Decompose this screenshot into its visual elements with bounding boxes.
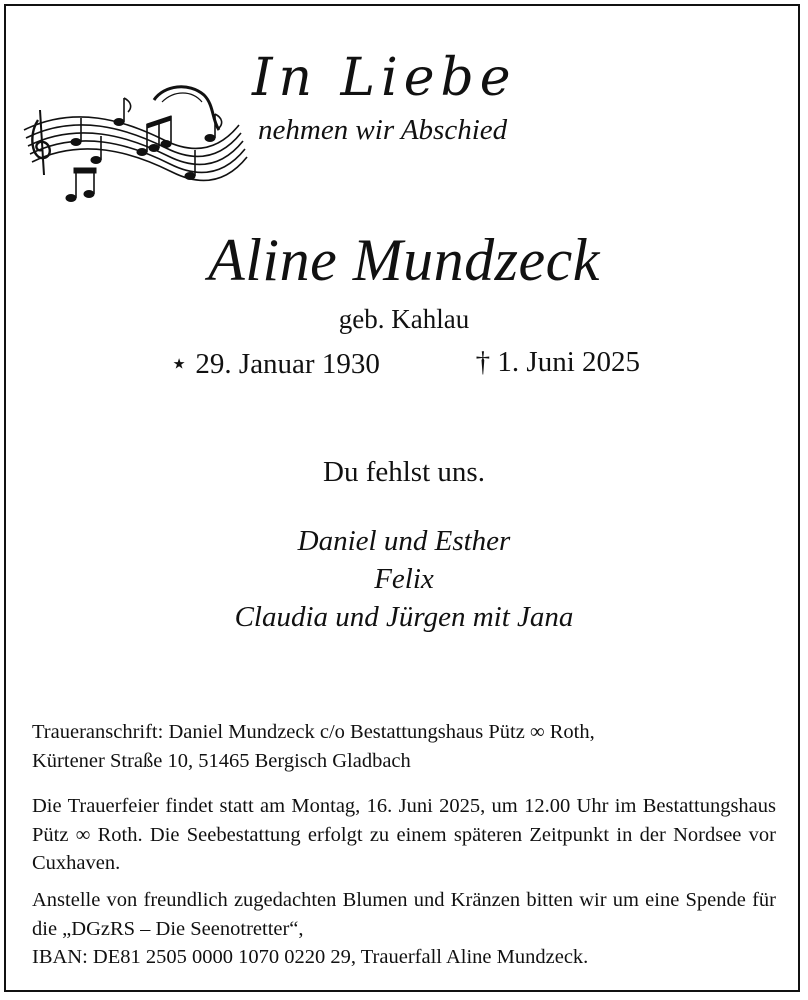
farewell-message: Du fehlst uns. — [323, 456, 485, 488]
address-line: Traueranschrift: Daniel Mundzeck c/o Bestattungshaus Pütz ∞ Roth, — [32, 721, 595, 743]
mourner-line: Daniel und Esther — [297, 525, 511, 557]
ceremony-info — [32, 792, 776, 878]
donation-text: Anstelle von freundlich zugedachten Blumen und Kränzen bitten wir um eine Spende für die „DGzRS – Die Seenotretter“, — [32, 889, 776, 940]
death-date: † 1. Juni 2025 — [475, 346, 640, 378]
heading-subtitle: nehmen wir Abschied — [258, 114, 508, 146]
music-notes-staff-icon — [14, 80, 254, 210]
deceased-name: Aline Mundzeck — [208, 227, 600, 293]
mourners-list — [0, 522, 808, 636]
birth-date: ⋆ 29. Januar 1930 — [170, 348, 380, 380]
donation-iban: IBAN: DE81 2505 0000 1070 0220 29, Trauerfall Aline Mundzeck. — [32, 946, 589, 968]
donation-info — [32, 886, 776, 972]
mourner-line: Felix — [374, 563, 434, 595]
mourner-line: Claudia und Jürgen mit Jana — [234, 601, 574, 633]
address-line: Kürtener Straße 10, 51465 Bergisch Gladbach — [32, 749, 411, 772]
birth-name: geb. Kahlau — [338, 304, 470, 334]
script-heading: In Liebe — [252, 48, 517, 108]
ceremony-text: Die Trauerfeier findet statt am Montag, 16. Juni 2025, um 12.00 Uhr im Bestattungshaus Pütz ∞ Roth. Die Seebestattung erfolgt zu einem späteren Zeitpunkt in der Nordsee vor Cuxhaven. — [32, 795, 776, 874]
mourning-address — [32, 718, 776, 775]
